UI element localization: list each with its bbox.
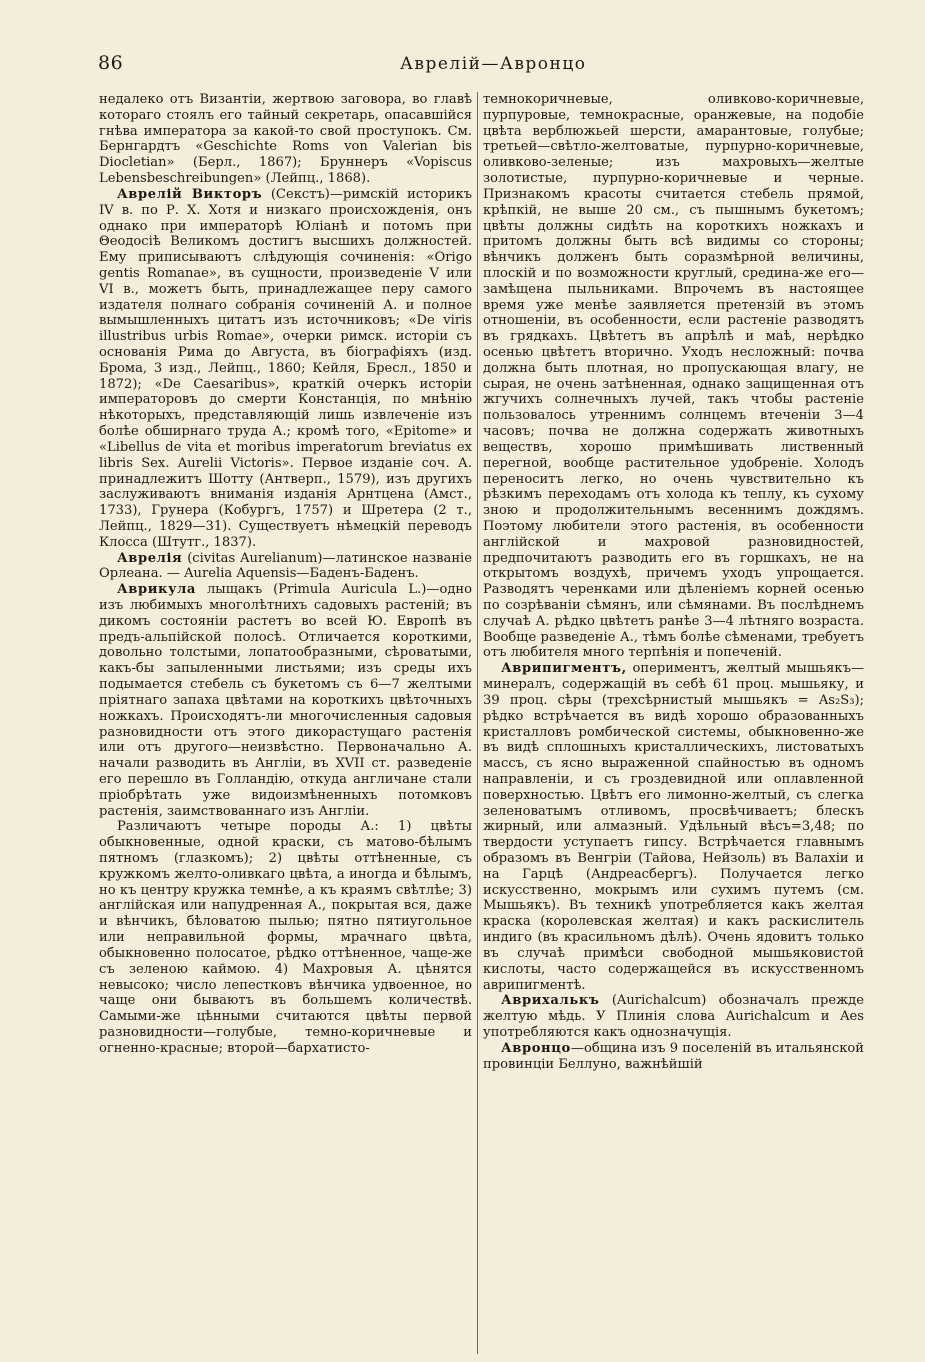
entry-text: лыщакъ (Primula Auricula L.)—одно изъ любимыхъ многолѣтнихъ садовыхъ растеній; въ дикомъ состояніи растетъ во всей Ю. Европѣ въ предъ-альпійской полосѣ. Отличается короткими, довольно толстыми, лопатообразными, сѣроватыми, какъ-бы запыленными листьями; изъ среды ихъ подымается стебель съ букетомъ съ 6—7 желтыми пріятнаго запаха цвѣтами на короткихъ цвѣточныхъ ножкахъ. Происходятъ-ли многочисленныя садовыя разновидности отъ этого дикорастущаго растенія или отъ другого—неизвѣстно. Первоначально А. начали разводить въ Англіи, въ XVII ст. разведеніе его перешло въ Голландію, откуда англичане стали пріобрѣтать уже видоизмѣненныхъ потомковъ растенія, заимствованнаго изъ Англіи. (99, 582, 472, 819)
right-column (483, 92, 864, 1354)
article-entry (483, 1041, 864, 1073)
paragraph-text: темнокоричневые, оливково-коричневые, пурпуровые, темнокрасные, оранжевые, на подобіе цвѣта верблюжьей шерсти, амарантовые, голубые; третьей—свѣтло-желтоватые, пурпурно-коричневые, оливково-зеленые; изъ махровыхъ—желтые золотистые, пурпурно-коричневые и черные. Признакомъ красоты считается стебель прямой, крѣпкій, не выше 20 см., съ пышнымъ букетомъ; цвѣты должны сидѣть на короткихъ ножкахъ и притомъ должны быть всѣ видимы со стороны; вѣнчикъ долженъ быть соразмѣрной величины, плоскій и по возможности круглый, средина-же его—замѣщена пыльниками. Впрочемъ въ настоящее время уже менѣе заявляется претензій въ этомъ отношеніи, въ особенности, если растеніе разводятъ въ грядкахъ. Цвѣтетъ въ апрѣлѣ и маѣ, нерѣдко осенью цвѣтетъ вторично. Уходъ несложный: почва должна быть плотная, но пропускающая влагу, не сырая, не очень затѣненная, однако защищенная отъ жгучихъ солнечныхъ лучей, такъ чтобы растеніе пользовалось утреннимъ солнцемъ втеченіи 3—4 часовъ; почва не должна содержать животныхъ веществъ, хорошо примѣшивать лиственный перегной, вообще растительное удобреніе. Холодъ переноситъ легко, но очень чувствительно къ рѣзкимъ переходамъ отъ холода къ теплу, къ сухому зною и продолжительнымъ весеннимъ дождямъ. Поэтому любители этого растенія, въ особенности англійской и махровой разновидностей, предпочитаютъ разводить его въ горшкахъ, не на открытомъ воздухѣ, причемъ уходъ упрощается. Разводятъ черенками или дѣленіемъ корней осенью по созрѣваніи сѣмянъ, или сѣмянами. Въ послѣднемъ случаѣ А. рѣдко цвѣтетъ ранѣе 3—4 лѣтняго возраста. Вообще разведеніе А., тѣмъ болѣе сѣменами, требуетъ отъ любителя много терпѣнія и попеченій. (483, 92, 864, 661)
article-entry (99, 582, 472, 819)
page-number: 86 (98, 52, 124, 74)
entry-headword: Аврелій Викторъ (117, 186, 263, 202)
article-entry (99, 187, 472, 551)
article-entry (483, 993, 864, 1040)
article-entry (483, 661, 864, 993)
column-divider (477, 92, 478, 1354)
entry-headword: Авронцо (501, 1040, 571, 1056)
left-column (99, 92, 472, 1354)
entry-headword: Аврелія (117, 550, 183, 566)
entry-text: опериментъ, желтый мышьякъ—минералъ, содержащій въ себѣ 61 проц. мышьяку, и 39 проц. сѣры (трехсѣрнистый мышьякъ = As₂S₃); рѣдко встрѣчается въ видѣ хорошо образованныхъ кристалловъ ромбической системы, обыкновенно-же въ видѣ сплошныхъ кристаллическихъ, листоватыхъ массъ, съ ясно выраженной спайностью въ одномъ направленіи, и съ гроздевидной или оплавленной поверхностью. Цвѣтъ его лимонно-желтый, съ слегка зеленоватымъ отливомъ, просвѣчиваетъ; блескъ жирный, или алмазный. Удѣльный вѣсъ=3,48; по твердости уступаетъ гипсу. Встрѣчается главнымъ образомъ въ Венгріи (Тайова, Нейзоль) въ Валахіи и на Гарцѣ (Андреасбергъ). Получается легко искусственно, мокрымъ или сухимъ путемъ (см. Мышьякъ). Въ техникѣ употребляется какъ желтая краска (королевская желтая) и какъ раскислитель индиго (въ красильномъ дѣлѣ). Очень ядовитъ только въ случаѣ примѣси свободной мышьяковистой кислоты, часто содержащейся въ искусственномъ аврипигментѣ. (483, 661, 864, 993)
article-paragraph (483, 92, 864, 661)
paragraph-text: Различаютъ четыре породы А.: 1) цвѣты обыкновенные, одной краски, съ матово-бѣлымъ пятномъ (глазкомъ); 2) цвѣты оттѣненные, съ кружкомъ желто-оливкаго цвѣта, а иногда и бѣлымъ, но къ центру кружка темнѣе, а къ краямъ свѣтлѣе; 3) англійская или напудренная А., покрытая вся, даже и вѣнчикъ, бѣловатою пылью; пятно пятиугольное или неправильной формы, мрачнаго цвѣта, обыкновенно полосатое, рѣдко оттѣненное, чаще-же съ зеленою каймою. 4) Махровыя А. цѣнятся невысоко; число лепестковъ вѣнчика удвоенное, но чаще они бываютъ въ большемъ количествѣ. Самыми-же цѣнными считаются цвѣты первой разновидности—голубые, темно-коричневые и огненно-красные; второй—бархатисто- (99, 819, 472, 1056)
entry-headword: Аврихалькъ (501, 993, 600, 1009)
entry-text: (Aurichalcum) обозначалъ прежде желтую мѣдь. У Плинія слова Aurichalcum и Aes употребляются какъ однозначущія. (483, 993, 864, 1040)
paragraph-text: недалеко отъ Византіи, жертвою заговора, во главѣ котораго стоялъ его тайный секретарь, опасавшійся гнѣва императора за какой-то свой проступокъ. См. Бернгардтъ «Geschichte Roms von Valerian bis Diocletian» (Берл., 1867); Бруннеръ «Vopiscus Lebensbeschreibungen» (Лейпц., 1868). (99, 92, 472, 187)
running-title: Аврелій—Авронцо (400, 54, 587, 74)
entry-text: —община изъ 9 поселеній въ итальянской провинціи Беллуно, важнѣйшій (483, 1040, 864, 1072)
entry-text: (civitas Aurelianum)—латинское названіе Орлеана. — Aurelia Aquensis—Баденъ-Баденъ. (99, 550, 472, 582)
entry-headword: Аврипигментъ, (501, 661, 627, 677)
article-paragraph (99, 819, 472, 1056)
entry-headword: Аврикула (117, 582, 196, 598)
article-entry (99, 551, 472, 583)
article-paragraph (99, 92, 472, 187)
entry-text: (Секстъ)—римскій историкъ IV в. по Р. Х. Хотя и низкаго происхожденія, онъ однако при императорѣ Юліанѣ и потомъ при Θеодосіѣ Великомъ достигъ высшихъ должностей. Ему приписываютъ слѣдующія сочиненія: «Origo gentis Romanae», въ сущности, произведеніе V или VI в., можетъ быть, принадлежащее перу самого издателя полнаго собранія сочиненій А. и полное вымышленныхъ цитатъ изъ источниковъ; «De viris illustribus urbis Romae», очерки римск. исторіи съ основанія Рима до Августа, въ біографіяхъ (изд. Брома, 3 изд., Лейпц., 1860; Кейля, Бресл., 1850 и 1872); «De Caesaribus», краткій очеркъ исторіи императоровъ до смерти Констанція, по мнѣнію нѣкоторыхъ, представляющій лишь извлеченіе изъ болѣе обширнаго труда А.; кромѣ того, «Epitome» и «Libellus de vita et moribus imperatorum breviatus ex libris Sex. Aurelii Victoris». Первое изданіе соч. А. принадлежитъ Шотту (Антверп., 1579), изъ другихъ заслуживаютъ вниманія изданія Арнтцена (Амст., 1733), Грунера (Кобургъ, 1757) и Шретера (2 т., Лейпц., 1829—31). Существуетъ нѣмецкій переводъ Клосса (Штутг., 1837). (99, 186, 472, 550)
